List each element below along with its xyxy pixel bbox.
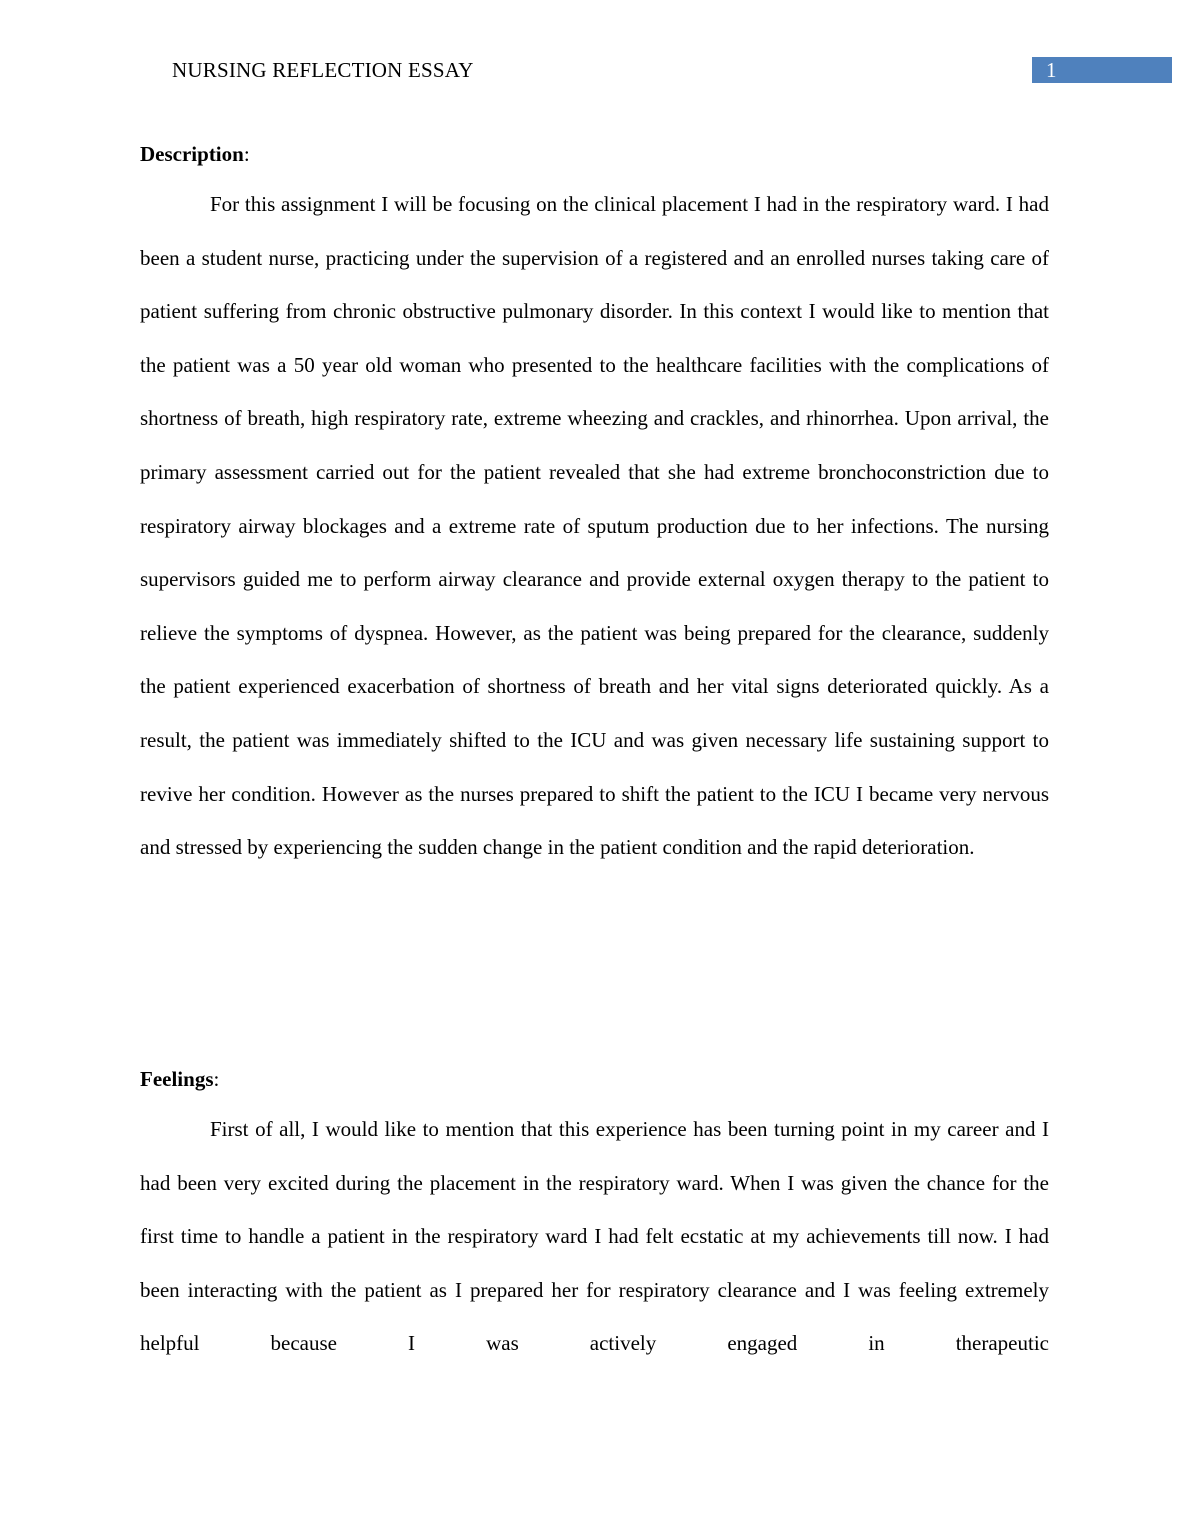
section-heading-label: Description <box>140 142 244 166</box>
running-header-title: NURSING REFLECTION ESSAY <box>172 58 474 82</box>
section-heading-colon: : <box>243 142 250 166</box>
page-number-badge <box>1032 57 1172 83</box>
section-heading-feelings <box>140 1066 219 1092</box>
page-number: 1 <box>1046 58 1057 82</box>
section-heading-colon: : <box>213 1067 220 1091</box>
section-heading-label: Feelings <box>140 1067 214 1091</box>
description-paragraph: For this assignment I will be focusing on the clinical placement I had in the respiratory ward. I had been a student nurse, practicing under the supervision of a registered and an enrolled nurses taking care of patient suffering from chronic obstructive pulmonary disorder. In this context I would like to mention that the patient was a 50 year old woman who presented to the healthcare facilities with the complications of shortness of breath, high respiratory rate, extreme wheezing and crackles, and rhinorrhea. Upon arrival, the primary assessment carried out for the patient revealed that she had extreme bronchoconstriction due to respiratory airway blockages and a extreme rate of sputum production due to her infections. The nursing supervisors guided me to perform airway clearance and provide external oxygen therapy to the patient to relieve the symptoms of dyspnea. However, as the patient was being prepared for the clearance, suddenly the patient experienced exacerbation of shortness of breath and her vital signs deteriorated quickly. As a result, the patient was immediately shifted to the ICU and was given necessary life sustaining support to revive her condition. However as the nurses prepared to shift the patient to the ICU I became very nervous and stressed by experiencing the sudden change in the patient condition and the rapid deterioration. <box>140 192 1049 860</box>
section-heading-description <box>140 141 250 167</box>
feelings-paragraph: First of all, I would like to mention that this experience has been turning point in my career and I had been very excited during the placement in the respiratory ward. When I was given the chance for the first time to handle a patient in the respiratory ward I had felt ecstatic at my achievements till now. I had been interacting with the patient as I prepared her for respiratory clearance and I was feeling extremely helpful because I was actively engaged in therapeutic <box>140 1117 1049 1356</box>
